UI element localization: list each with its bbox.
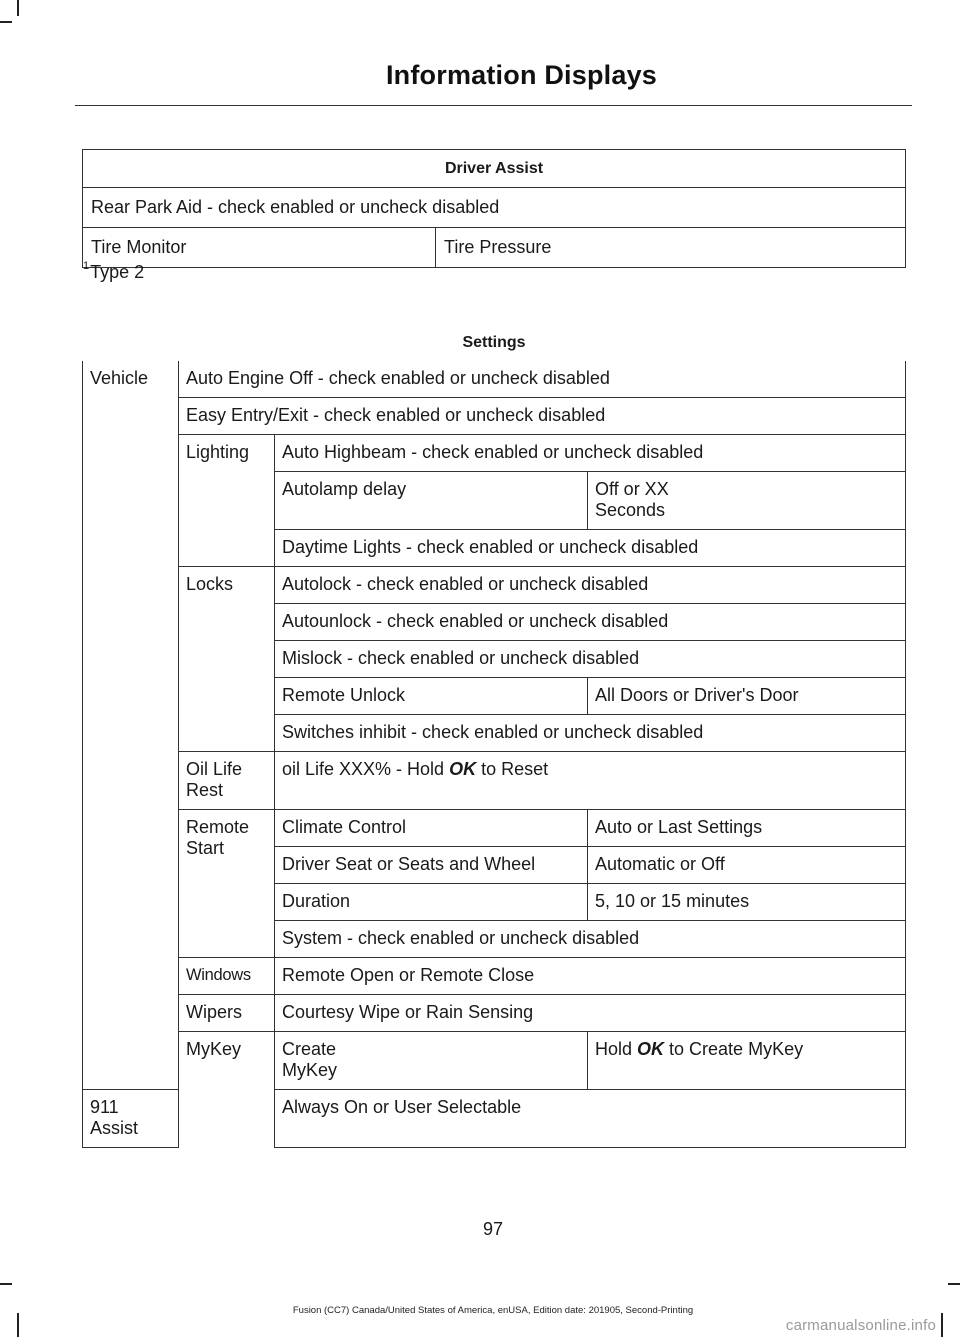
crop-mark: [941, 1313, 943, 1337]
climate-control-value-cell: Auto or Last Settings: [588, 810, 906, 847]
climate-control-cell: Climate Control: [275, 810, 588, 847]
system-cell: System - check enabled or uncheck disabled: [275, 921, 906, 958]
table-row: [83, 398, 906, 435]
mykey-label: MyKey: [179, 1032, 275, 1148]
table-row: [83, 1032, 906, 1090]
create-mykey-label-line: MyKey: [282, 1060, 338, 1080]
driver-seat-cell: Driver Seat or Seats and Wheel: [275, 847, 588, 884]
driver-assist-header: Driver Assist: [83, 150, 906, 188]
remote-start-label-line: Remote: [186, 817, 250, 837]
lighting-label: Lighting: [179, 435, 275, 567]
table-row: [83, 752, 906, 810]
assist-label: [83, 1090, 179, 1148]
footnote: [83, 262, 144, 283]
create-mykey-cell: [588, 1032, 906, 1090]
settings-table: [82, 324, 906, 1148]
daytime-lights-cell: Daytime Lights - check enabled or uncheck disabled: [275, 530, 906, 567]
driver-assist-table: [82, 149, 906, 268]
duration-cell: Duration: [275, 884, 588, 921]
remote-unlock-cell: Remote Unlock: [275, 678, 588, 715]
assist-label-line: 911: [90, 1097, 119, 1117]
wipers-label: Wipers: [179, 995, 275, 1032]
assist-label-line: Assist: [90, 1118, 139, 1138]
table-row: [83, 361, 906, 398]
oil-life-label-line: Rest: [186, 780, 224, 800]
tire-pressure-cell: Tire Pressure: [436, 228, 906, 268]
settings-header: Settings: [462, 334, 526, 351]
remote-start-label: [179, 810, 275, 958]
crop-mark: [17, 0, 19, 16]
tire-monitor-cell: Tire Monitor: [83, 228, 436, 268]
oil-life-text: to Reset: [476, 759, 549, 779]
rear-park-aid-cell: Rear Park Aid - check enabled or uncheck disabled: [83, 188, 906, 228]
duration-value-cell: 5, 10 or 15 minutes: [588, 884, 906, 921]
create-mykey-label: [275, 1032, 588, 1090]
assist-value-cell: Always On or User Selectable: [275, 1090, 906, 1148]
auto-engine-off-cell: Auto Engine Off - check enabled or uncheck disabled: [179, 361, 906, 398]
ok-key-label: OK: [637, 1039, 665, 1059]
create-mykey-label-line: Create: [282, 1039, 337, 1059]
autolock-cell: Autolock - check enabled or uncheck disabled: [275, 567, 906, 604]
edition-line: Fusion (CC7) Canada/United States of America, enUSA, Edition date: 201905, Second-Printing: [292, 1305, 694, 1316]
autolamp-value-line: Seconds: [595, 500, 666, 520]
page-title: Information Displays: [385, 60, 657, 90]
mislock-cell: Mislock - check enabled or uncheck disabled: [275, 641, 906, 678]
driver-seat-value-cell: Automatic or Off: [588, 847, 906, 884]
footnote-mark: 1: [83, 260, 90, 272]
table-row: [83, 435, 906, 472]
remote-start-label-line: Start: [186, 838, 225, 858]
crop-mark: [0, 1283, 12, 1285]
create-mykey-text: to Create MyKey: [664, 1039, 804, 1059]
watermark: carmanualsonline.info: [785, 1317, 936, 1334]
wipers-value-cell: Courtesy Wipe or Rain Sensing: [275, 995, 906, 1032]
crop-mark: [0, 21, 12, 23]
autolamp-value-line: Off or XX: [595, 479, 669, 499]
oil-life-cell: [275, 752, 906, 810]
title-divider: [75, 105, 912, 106]
table-row: [83, 567, 906, 604]
table-row: [83, 188, 906, 228]
easy-entry-cell: Easy Entry/Exit - check enabled or uncheck disabled: [179, 398, 906, 435]
remote-unlock-value-cell: All Doors or Driver's Door: [588, 678, 906, 715]
windows-value-cell: Remote Open or Remote Close: [275, 958, 906, 995]
table-row: [83, 228, 906, 268]
autolamp-delay-cell: Autolamp delay: [275, 472, 588, 530]
oil-life-label-line: Oil Life: [186, 759, 243, 779]
locks-label: Locks: [179, 567, 275, 752]
table-row: [83, 958, 906, 995]
autounlock-cell: Autounlock - check enabled or uncheck disabled: [275, 604, 906, 641]
vehicle-label: Vehicle: [83, 361, 179, 1090]
table-row: [83, 995, 906, 1032]
footnote-text: Type 2: [90, 262, 145, 282]
autolamp-value-cell: [588, 472, 906, 530]
auto-highbeam-cell: Auto Highbeam - check enabled or uncheck disabled: [275, 435, 906, 472]
switches-inhibit-cell: Switches inhibit - check enabled or uncheck disabled: [275, 715, 906, 752]
create-mykey-text: Hold: [595, 1039, 638, 1059]
oil-life-text: oil Life XXX% - Hold: [282, 759, 450, 779]
crop-mark: [948, 1283, 960, 1285]
oil-life-label: [179, 752, 275, 810]
page-number: 97: [482, 1219, 504, 1239]
ok-key-label: OK: [449, 759, 477, 779]
windows-label: Windows: [179, 958, 275, 995]
crop-mark: [17, 1313, 19, 1337]
table-row: [83, 810, 906, 847]
